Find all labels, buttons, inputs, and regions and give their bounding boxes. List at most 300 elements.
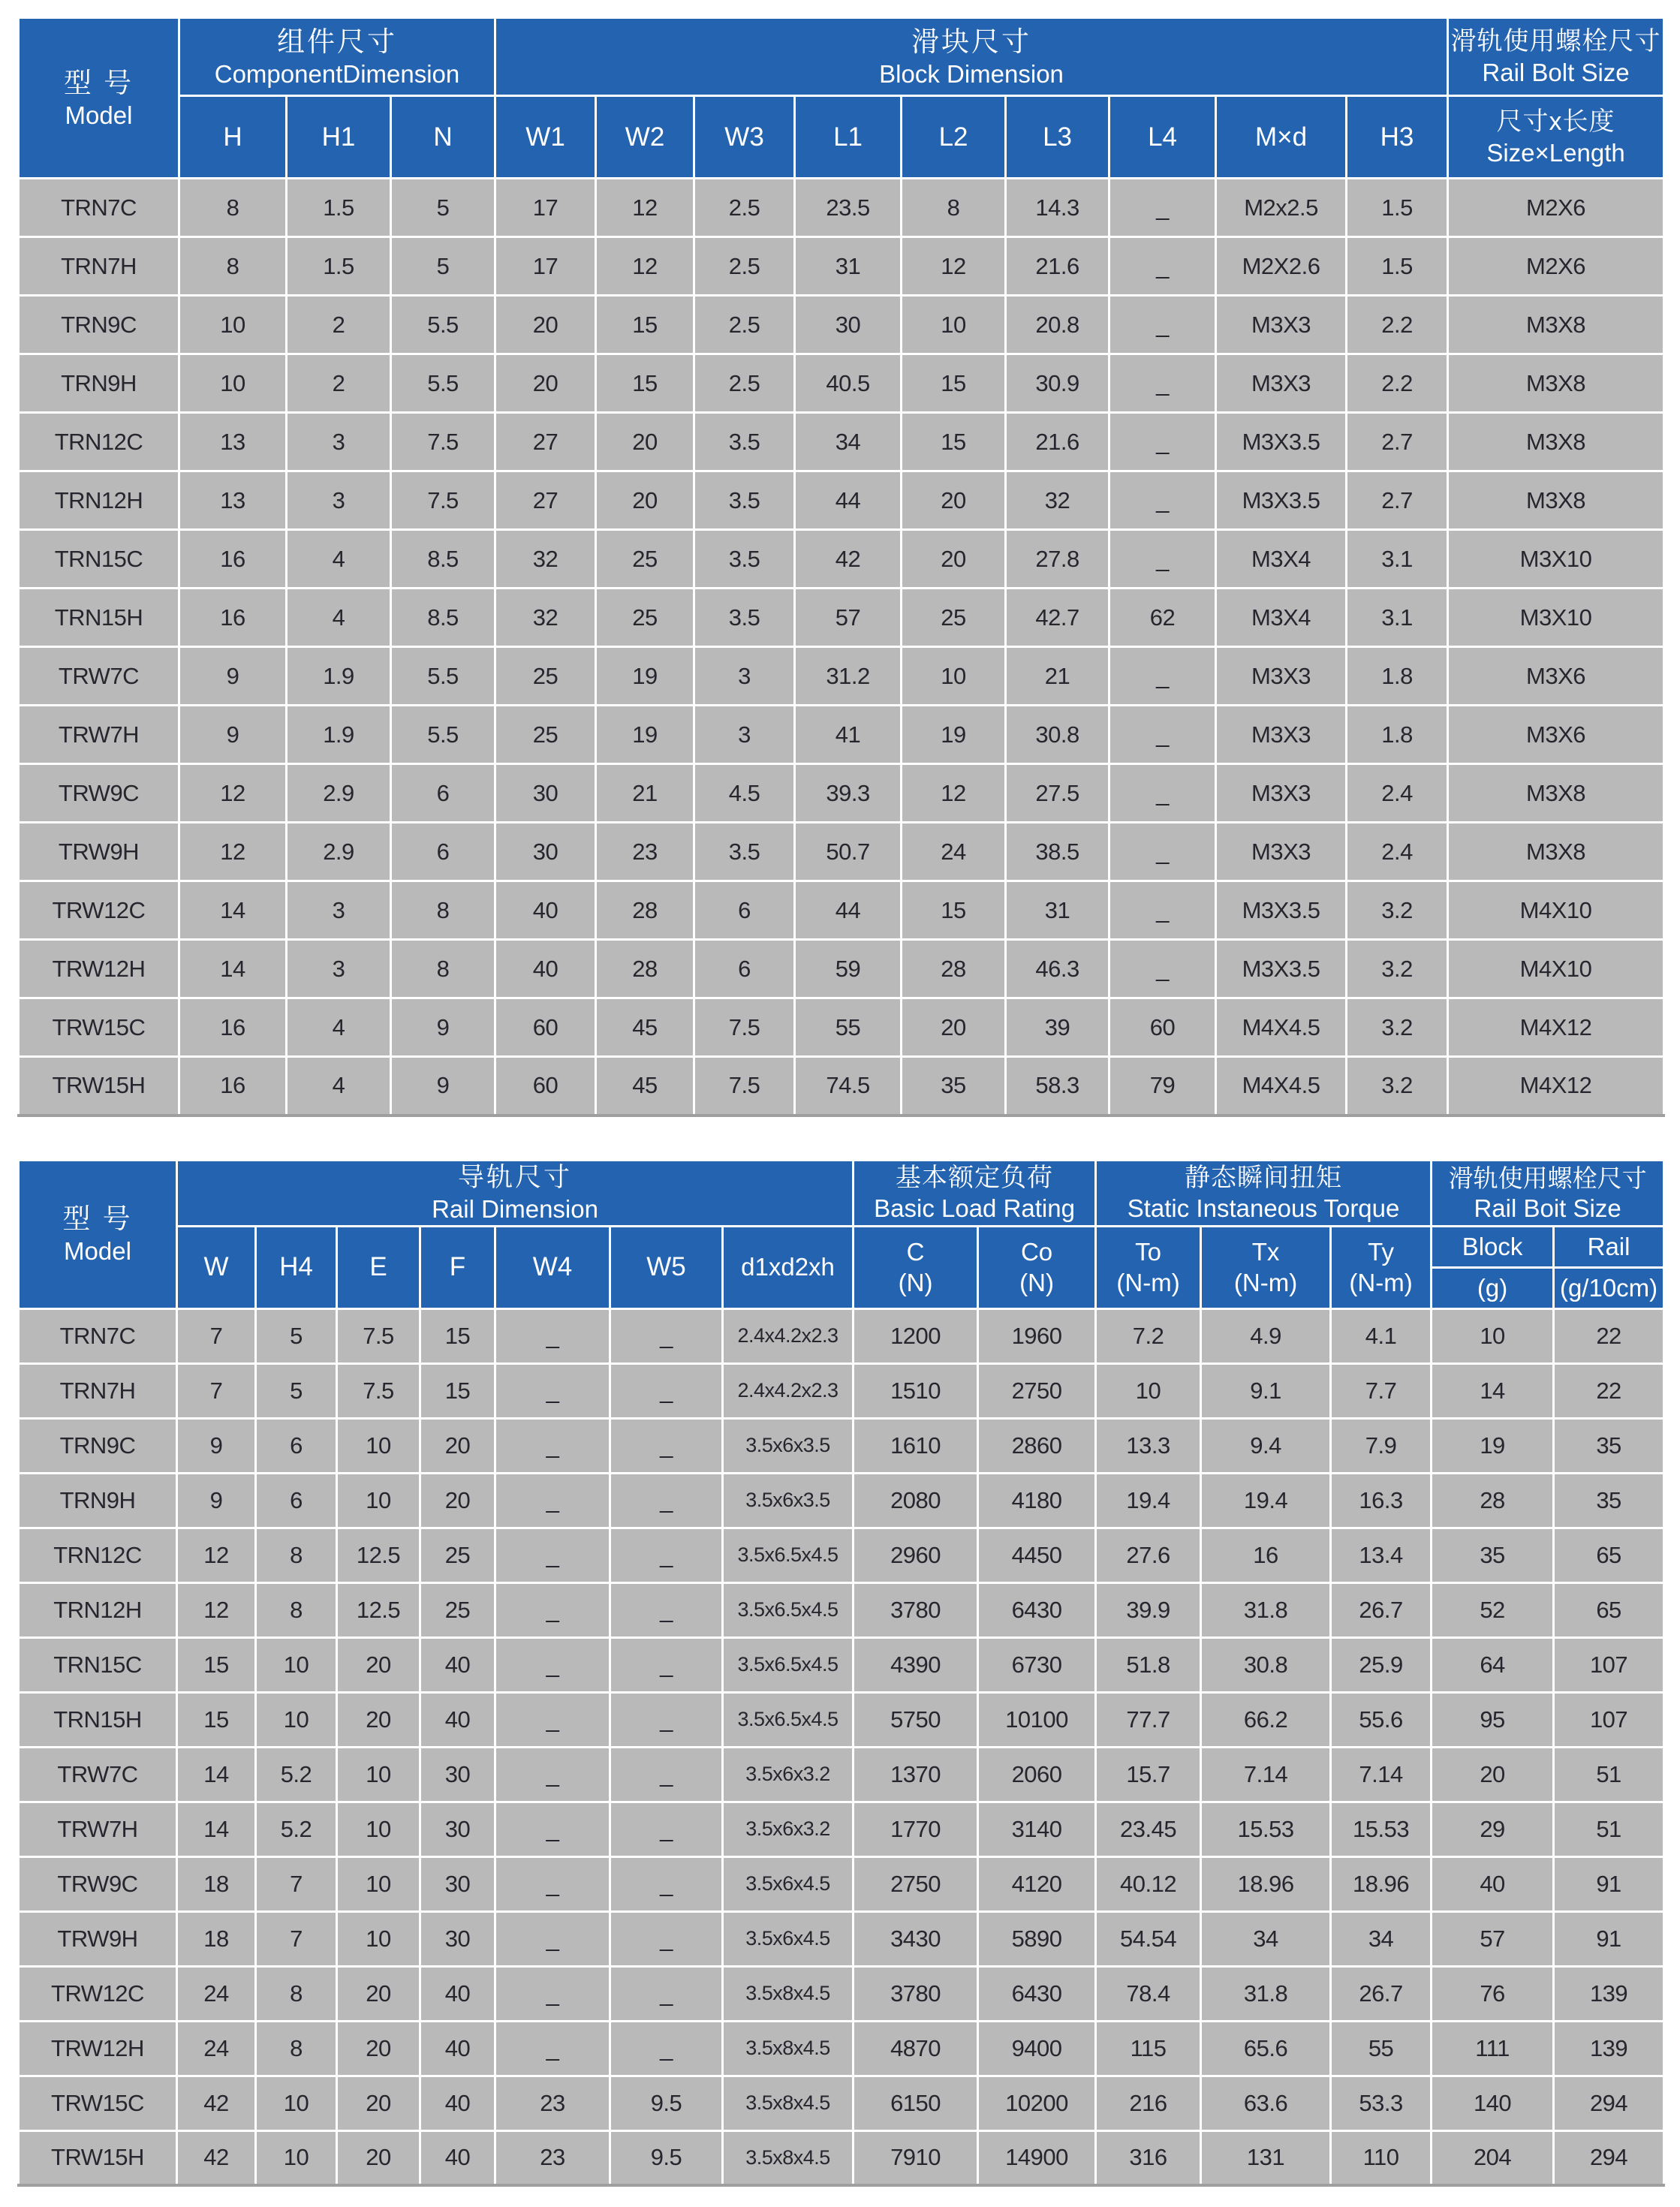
- header-col-Co-line2: (N): [1019, 1269, 1054, 1296]
- data-cell: 8: [256, 1582, 337, 1637]
- table-row: [19, 1308, 1664, 1363]
- data-cell: 10: [902, 647, 1006, 706]
- data-cell: 14: [177, 1747, 256, 1802]
- data-cell: 15: [902, 881, 1006, 940]
- data-cell: 111: [1432, 2021, 1554, 2076]
- data-cell: 3: [287, 881, 391, 940]
- table-row: [19, 1057, 1664, 1116]
- data-cell: _: [495, 1966, 610, 2021]
- data-cell: 23: [495, 2076, 610, 2130]
- data-cell: M3X3: [1216, 764, 1347, 823]
- data-cell: 12: [179, 764, 287, 823]
- data-cell: 60: [495, 1057, 596, 1116]
- data-cell: 42: [795, 530, 902, 589]
- data-cell: M3X4: [1216, 530, 1347, 589]
- header-col-Tx-line2: (N-m): [1233, 1269, 1298, 1296]
- data-cell: 19: [596, 647, 694, 706]
- data-cell: 20: [337, 1966, 420, 2021]
- data-cell: 2.7: [1347, 413, 1448, 471]
- data-cell: 27: [495, 471, 596, 530]
- data-cell: 9: [177, 1473, 256, 1528]
- table-row: [19, 179, 1664, 237]
- table-row: [19, 589, 1664, 647]
- data-cell: 57: [795, 589, 902, 647]
- data-cell: 12: [596, 179, 694, 237]
- data-cell: M4X10: [1448, 940, 1664, 998]
- data-cell: 3: [287, 940, 391, 998]
- data-cell: 28: [1432, 1473, 1554, 1528]
- data-cell: 20: [337, 2130, 420, 2185]
- data-cell: 41: [795, 706, 902, 764]
- model-cell: TRW12C: [19, 1966, 177, 2021]
- data-cell: _: [610, 1308, 723, 1363]
- data-cell: 12: [177, 1582, 256, 1637]
- data-cell: 3.2: [1347, 881, 1448, 940]
- data-cell: _: [610, 1802, 723, 1856]
- header-col-H1: H1: [287, 96, 391, 179]
- data-cell: 64: [1432, 1637, 1554, 1692]
- data-cell: 1.5: [287, 179, 391, 237]
- data-cell: _: [1109, 940, 1216, 998]
- data-cell: 30: [795, 296, 902, 354]
- header-rail-dim-en: Rail Dimension: [432, 1195, 598, 1224]
- header-model-2-en: Model: [64, 1237, 131, 1266]
- data-cell: 46.3: [1006, 940, 1109, 998]
- header-load-en: Basic Load Rating: [874, 1194, 1075, 1223]
- data-cell: 3.5x6.5x4.5: [723, 1692, 854, 1747]
- data-cell: M3X8: [1448, 823, 1664, 881]
- data-cell: 51.8: [1096, 1637, 1201, 1692]
- data-cell: 20: [337, 2076, 420, 2130]
- data-cell: 65: [1554, 1582, 1664, 1637]
- data-cell: 9.4: [1201, 1418, 1331, 1473]
- data-cell: 14: [177, 1802, 256, 1856]
- model-cell: TRW15H: [19, 1057, 179, 1116]
- header-torque-en: Static Instaneous Torque: [1127, 1194, 1400, 1223]
- data-cell: 16: [179, 1057, 287, 1116]
- data-cell: 12: [596, 237, 694, 296]
- data-cell: _: [610, 1966, 723, 2021]
- table1-body: [19, 179, 1664, 1116]
- data-cell: 28: [596, 940, 694, 998]
- data-cell: 1200: [854, 1308, 978, 1363]
- table-row: [19, 940, 1664, 998]
- data-cell: M3X8: [1448, 296, 1664, 354]
- data-cell: 15: [902, 354, 1006, 413]
- data-cell: 2.7: [1347, 471, 1448, 530]
- data-cell: _: [610, 1911, 723, 1966]
- data-cell: M4X12: [1448, 998, 1664, 1057]
- data-cell: 2960: [854, 1528, 978, 1582]
- data-cell: 16: [179, 589, 287, 647]
- data-cell: 7: [256, 1911, 337, 1966]
- data-cell: 1.5: [1347, 237, 1448, 296]
- data-cell: 7.9: [1331, 1418, 1432, 1473]
- data-cell: 107: [1554, 1692, 1664, 1747]
- data-cell: 14.3: [1006, 179, 1109, 237]
- data-cell: 30.9: [1006, 354, 1109, 413]
- data-cell: 15: [902, 413, 1006, 471]
- data-cell: 9: [179, 647, 287, 706]
- data-cell: 13.3: [1096, 1418, 1201, 1473]
- table-row: [19, 413, 1664, 471]
- data-cell: 55: [795, 998, 902, 1057]
- data-cell: 42.7: [1006, 589, 1109, 647]
- data-cell: 27.8: [1006, 530, 1109, 589]
- data-cell: _: [610, 1363, 723, 1418]
- data-cell: 10: [179, 296, 287, 354]
- header-size-length: [1448, 96, 1664, 179]
- data-cell: 3.5: [694, 413, 795, 471]
- data-cell: 32: [1006, 471, 1109, 530]
- data-cell: M4X4.5: [1216, 998, 1347, 1057]
- data-cell: 216: [1096, 2076, 1201, 2130]
- model-cell: TRN9H: [19, 354, 179, 413]
- model-cell: TRN7C: [19, 179, 179, 237]
- data-cell: 2750: [854, 1856, 978, 1911]
- data-cell: 19.4: [1096, 1473, 1201, 1528]
- data-cell: 17: [495, 237, 596, 296]
- data-cell: 35: [1554, 1418, 1664, 1473]
- data-cell: 32: [495, 589, 596, 647]
- table-row: [19, 2076, 1664, 2130]
- data-cell: M2X6: [1448, 237, 1664, 296]
- data-cell: 25: [902, 589, 1006, 647]
- data-cell: M3X8: [1448, 413, 1664, 471]
- data-cell: 5.5: [391, 647, 495, 706]
- data-cell: 22: [1554, 1363, 1664, 1418]
- data-cell: 31: [1006, 881, 1109, 940]
- table-row: [19, 296, 1664, 354]
- data-cell: 3.5x6x3.2: [723, 1747, 854, 1802]
- model-cell: TRW15H: [19, 2130, 177, 2185]
- data-cell: 12: [902, 237, 1006, 296]
- header-col-block: Block: [1432, 1226, 1554, 1267]
- data-cell: 6150: [854, 2076, 978, 2130]
- model-cell: TRW12C: [19, 881, 179, 940]
- data-cell: 1510: [854, 1363, 978, 1418]
- data-cell: 7: [256, 1856, 337, 1911]
- header-model-en: Model: [65, 101, 133, 129]
- data-cell: 10: [256, 2076, 337, 2130]
- data-cell: 10: [179, 354, 287, 413]
- data-cell: 65: [1554, 1528, 1664, 1582]
- data-cell: 26.7: [1331, 1582, 1432, 1637]
- header-col-Ty-line2: (N-m): [1349, 1269, 1413, 1296]
- data-cell: 3.1: [1347, 530, 1448, 589]
- data-cell: 10: [902, 296, 1006, 354]
- data-cell: 27.6: [1096, 1528, 1201, 1582]
- data-cell: 20: [596, 471, 694, 530]
- header-col-rail-unit: (g/10cm): [1554, 1267, 1664, 1308]
- header-col-Ty: [1331, 1226, 1432, 1308]
- data-cell: 3.2: [1347, 940, 1448, 998]
- header-block-dimension: [495, 18, 1448, 96]
- data-cell: 4120: [978, 1856, 1096, 1911]
- data-cell: 3: [694, 706, 795, 764]
- data-cell: 7.14: [1201, 1747, 1331, 1802]
- data-cell: 42: [177, 2130, 256, 2185]
- data-cell: 20: [596, 413, 694, 471]
- data-cell: 139: [1554, 1966, 1664, 2021]
- table-row: [19, 1637, 1664, 1692]
- data-cell: _: [1109, 764, 1216, 823]
- data-cell: 6: [256, 1418, 337, 1473]
- data-cell: 10200: [978, 2076, 1096, 2130]
- data-cell: 2.4: [1347, 823, 1448, 881]
- header-col-F: F: [420, 1226, 495, 1308]
- header-col-L1: L1: [795, 96, 902, 179]
- data-cell: 16: [179, 998, 287, 1057]
- header-model-2: [19, 1160, 177, 1308]
- data-cell: 294: [1554, 2076, 1664, 2130]
- data-cell: 39.9: [1096, 1582, 1201, 1637]
- header-col-L4: L4: [1109, 96, 1216, 179]
- data-cell: 54.54: [1096, 1911, 1201, 1966]
- data-cell: M2x2.5: [1216, 179, 1347, 237]
- data-cell: 44: [795, 881, 902, 940]
- data-cell: 2.9: [287, 764, 391, 823]
- header-col-Tx-line1: Tx: [1251, 1237, 1280, 1266]
- data-cell: 25.9: [1331, 1637, 1432, 1692]
- data-cell: _: [1109, 823, 1216, 881]
- model-cell: TRN7H: [19, 237, 179, 296]
- table-row: [19, 1582, 1664, 1637]
- data-cell: M3X3: [1216, 706, 1347, 764]
- data-cell: 3: [694, 647, 795, 706]
- data-cell: _: [610, 1582, 723, 1637]
- model-cell: TRN9C: [19, 1418, 177, 1473]
- table-row: [19, 2130, 1664, 2185]
- header-col-W4: W4: [495, 1226, 610, 1308]
- data-cell: 5.5: [391, 296, 495, 354]
- data-cell: 15.53: [1201, 1802, 1331, 1856]
- data-cell: _: [1109, 413, 1216, 471]
- header-col-C-line2: (N): [898, 1269, 933, 1296]
- data-cell: M3X8: [1448, 354, 1664, 413]
- data-cell: 5.2: [256, 1802, 337, 1856]
- data-cell: 57: [1432, 1911, 1554, 1966]
- data-cell: 10: [256, 2130, 337, 2185]
- data-cell: 5890: [978, 1911, 1096, 1966]
- data-cell: 10: [337, 1747, 420, 1802]
- header-component-en: ComponentDimension: [214, 59, 460, 88]
- data-cell: 2.4x4.2x2.3: [723, 1363, 854, 1418]
- data-cell: 63.6: [1201, 2076, 1331, 2130]
- data-cell: 1.8: [1347, 647, 1448, 706]
- data-cell: 27: [495, 413, 596, 471]
- header-col-Co-line1: Co: [1020, 1237, 1053, 1266]
- header-col-To: [1096, 1226, 1201, 1308]
- data-cell: 6430: [978, 1966, 1096, 2021]
- data-cell: 9.1: [1201, 1363, 1331, 1418]
- data-cell: 3.5: [694, 589, 795, 647]
- data-cell: 3.5x6x3.2: [723, 1802, 854, 1856]
- table1-sub-header-row: [19, 96, 1664, 179]
- data-cell: M2X2.6: [1216, 237, 1347, 296]
- data-cell: 8: [391, 881, 495, 940]
- data-cell: 6430: [978, 1582, 1096, 1637]
- data-cell: 4: [287, 1057, 391, 1116]
- data-cell: 20: [902, 530, 1006, 589]
- header-col-W5: W5: [610, 1226, 723, 1308]
- table-row: [19, 1363, 1664, 1418]
- data-cell: 3.1: [1347, 589, 1448, 647]
- data-cell: 59: [795, 940, 902, 998]
- data-cell: 30: [495, 764, 596, 823]
- data-cell: 10: [256, 1637, 337, 1692]
- data-cell: 8: [179, 237, 287, 296]
- data-cell: 79: [1109, 1057, 1216, 1116]
- data-cell: 21.6: [1006, 413, 1109, 471]
- header-rail-bolt-2-zh: 滑轨使用螺栓尺寸: [1448, 1164, 1647, 1192]
- data-cell: 20: [902, 998, 1006, 1057]
- data-cell: 7: [177, 1363, 256, 1418]
- data-cell: 2: [287, 296, 391, 354]
- data-cell: 28: [902, 940, 1006, 998]
- header-rail-bolt-size: [1448, 18, 1664, 96]
- data-cell: 1.5: [287, 237, 391, 296]
- data-cell: 20: [495, 296, 596, 354]
- data-cell: 40: [420, 1692, 495, 1747]
- data-cell: 3.2: [1347, 1057, 1448, 1116]
- data-cell: 35: [1554, 1473, 1664, 1528]
- data-cell: 2860: [978, 1418, 1096, 1473]
- model-cell: TRN12H: [19, 471, 179, 530]
- header-col-W2: W2: [596, 96, 694, 179]
- data-cell: 15: [177, 1692, 256, 1747]
- data-cell: 21: [1006, 647, 1109, 706]
- data-cell: 20: [337, 1637, 420, 1692]
- data-cell: 20: [902, 471, 1006, 530]
- data-cell: 9: [391, 998, 495, 1057]
- data-cell: 3.5x8x4.5: [723, 2130, 854, 2185]
- data-cell: 1.9: [287, 706, 391, 764]
- data-cell: 45: [596, 998, 694, 1057]
- header-col-L2: L2: [902, 96, 1006, 179]
- header-block-zh: 滑块尺寸: [911, 26, 1032, 57]
- table2-sub-header-row-1: [19, 1226, 1664, 1267]
- data-cell: 39: [1006, 998, 1109, 1057]
- table2-group-header-row: [19, 1160, 1664, 1226]
- data-cell: 30: [495, 823, 596, 881]
- data-cell: 204: [1432, 2130, 1554, 2185]
- data-cell: 17: [495, 179, 596, 237]
- data-cell: 60: [1109, 998, 1216, 1057]
- table-row: [19, 354, 1664, 413]
- header-col-N: N: [391, 96, 495, 179]
- data-cell: 2060: [978, 1747, 1096, 1802]
- data-cell: 40.5: [795, 354, 902, 413]
- data-cell: 39.3: [795, 764, 902, 823]
- header-col-H: H: [179, 96, 287, 179]
- data-cell: M4X12: [1448, 1057, 1664, 1116]
- data-cell: 7.14: [1331, 1747, 1432, 1802]
- data-cell: 20: [495, 354, 596, 413]
- data-cell: 30.8: [1006, 706, 1109, 764]
- header-col-Mxd: M×d: [1216, 96, 1347, 179]
- data-cell: 91: [1554, 1911, 1664, 1966]
- data-cell: 34: [1201, 1911, 1331, 1966]
- data-cell: 40.12: [1096, 1856, 1201, 1911]
- data-cell: 34: [795, 413, 902, 471]
- data-cell: 3.5x6.5x4.5: [723, 1637, 854, 1692]
- data-cell: 45: [596, 1057, 694, 1116]
- table-row: [19, 998, 1664, 1057]
- table-row: [19, 1418, 1664, 1473]
- data-cell: _: [495, 1582, 610, 1637]
- data-cell: 25: [495, 706, 596, 764]
- data-cell: 95: [1432, 1692, 1554, 1747]
- data-cell: 20.8: [1006, 296, 1109, 354]
- data-cell: 5.2: [256, 1747, 337, 1802]
- model-cell: TRW9H: [19, 823, 179, 881]
- model-cell: TRN12H: [19, 1582, 177, 1637]
- data-cell: 14900: [978, 2130, 1096, 2185]
- data-cell: M3X8: [1448, 471, 1664, 530]
- data-cell: 7910: [854, 2130, 978, 2185]
- data-cell: 9: [177, 1418, 256, 1473]
- data-cell: 29: [1432, 1802, 1554, 1856]
- data-cell: 7.5: [391, 413, 495, 471]
- data-cell: _: [495, 1692, 610, 1747]
- header-size-length-en: Size×Length: [1486, 138, 1625, 167]
- model-cell: TRN9H: [19, 1473, 177, 1528]
- data-cell: M3X3: [1216, 354, 1347, 413]
- data-cell: 3.5: [694, 530, 795, 589]
- header-torque-zh: 静态瞬间扭矩: [1185, 1163, 1343, 1192]
- data-cell: 15: [596, 354, 694, 413]
- data-cell: M3X3.5: [1216, 471, 1347, 530]
- data-cell: _: [1109, 530, 1216, 589]
- model-cell: TRW9C: [19, 764, 179, 823]
- component-block-dimension-table: [17, 17, 1665, 1117]
- data-cell: 40: [420, 1637, 495, 1692]
- data-cell: _: [1109, 471, 1216, 530]
- data-cell: 6: [694, 940, 795, 998]
- data-cell: _: [495, 2021, 610, 2076]
- data-cell: 12: [179, 823, 287, 881]
- data-cell: 12: [902, 764, 1006, 823]
- data-cell: 40: [420, 2076, 495, 2130]
- header-col-L3: L3: [1006, 96, 1109, 179]
- model-cell: TRN7C: [19, 1308, 177, 1363]
- table-row: [19, 764, 1664, 823]
- data-cell: 3780: [854, 1966, 978, 2021]
- data-cell: 3780: [854, 1582, 978, 1637]
- data-cell: 139: [1554, 2021, 1664, 2076]
- data-cell: _: [610, 1418, 723, 1473]
- data-cell: 13: [179, 471, 287, 530]
- data-cell: 15: [596, 296, 694, 354]
- data-cell: 7.5: [694, 998, 795, 1057]
- data-cell: 10: [337, 1473, 420, 1528]
- data-cell: _: [495, 1637, 610, 1692]
- table-row: [19, 1966, 1664, 2021]
- data-cell: 91: [1554, 1856, 1664, 1911]
- data-cell: _: [1109, 881, 1216, 940]
- data-cell: 7: [177, 1308, 256, 1363]
- data-cell: 40: [495, 940, 596, 998]
- data-cell: 4: [287, 589, 391, 647]
- data-cell: _: [610, 2021, 723, 2076]
- data-cell: 40: [420, 1966, 495, 2021]
- data-cell: 12: [177, 1528, 256, 1582]
- data-cell: _: [495, 1856, 610, 1911]
- header-col-To-line1: To: [1135, 1237, 1161, 1266]
- data-cell: 34: [1331, 1911, 1432, 1966]
- data-cell: 3.5x6x4.5: [723, 1911, 854, 1966]
